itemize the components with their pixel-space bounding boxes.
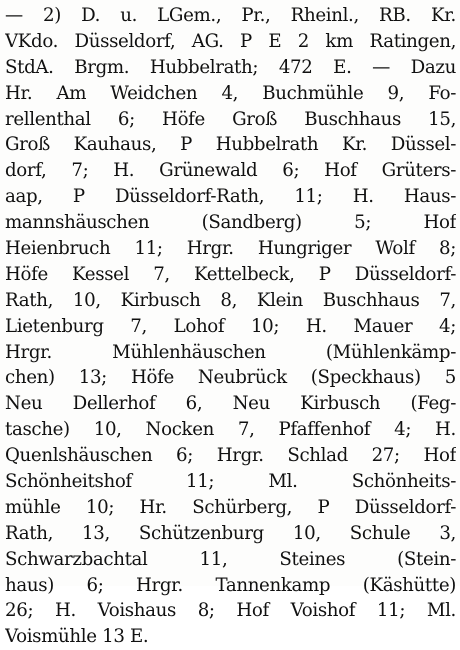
gazetteer-entry	[5, 3, 456, 650]
text-line-9: mannshäuschen (Sandberg) 5; Hof	[5, 212, 456, 234]
text-line-5: rellenthal 6; Höfe Groß Buschhaus 15,	[5, 108, 456, 130]
text-line-3: StdA. Brgm. Hubbelrath; 472 E. — Dazu	[5, 56, 456, 78]
text-line-16: Neu Dellerhof 6, Neu Kirbusch (Feg-	[5, 393, 456, 415]
text-line-25: Voismühle 13 E.	[5, 626, 149, 648]
text-line-18: Quenlshäuschen 6; Hrgr. Schlad 27; Hof	[5, 445, 456, 467]
text-line-14: Hrgr. Mühlenhäuschen (Mühlenkämp-	[5, 341, 456, 363]
text-line-13: Lietenburg 7, Lohof 10; H. Mauer 4;	[5, 315, 456, 337]
text-line-2: VKdo. Düsseldorf, AG. P E 2 km Ratingen,	[5, 30, 456, 52]
text-line-11: Höfe Kessel 7, Kettelbeck, P Düsseldorf-	[5, 263, 456, 285]
text-line-7: dorf, 7; H. Grünewald 6; Hof Grüters-	[5, 160, 456, 182]
text-line-17: tasche) 10, Nocken 7, Pfaffenhof 4; H.	[5, 419, 456, 441]
text-line-15: chen) 13; Höfe Neubrück (Speckhaus) 5	[5, 367, 456, 389]
text-line-24: 26; H. Voishaus 8; Hof Voishof 11; Ml.	[5, 600, 456, 622]
text-line-21: Rath, 13, Schützenburg 10, Schule 3,	[5, 522, 456, 544]
text-line-4: Hr. Am Weidchen 4, Buchmühle 9, Fo-	[5, 82, 456, 104]
text-line-1: — 2) D. u. LGem., Pr., Rheinl., RB. Kr.	[5, 5, 456, 26]
text-line-22: Schwarzbachtal 11, Steines (Stein-	[5, 548, 456, 570]
text-line-8: aap, P Düsseldorf-Rath, 11; H. Haus-	[5, 186, 456, 208]
text-line-12: Rath, 10, Kirbusch 8, Klein Buschhaus 7,	[5, 289, 456, 311]
text-line-19: Schönheitshof 11; Ml. Schönheits-	[5, 471, 456, 493]
text-line-6: Groß Kauhaus, P Hubbelrath Kr. Düssel-	[5, 134, 456, 156]
text-line-10: Heienbruch 11; Hrgr. Hungriger Wolf 8;	[5, 238, 456, 260]
text-line-20: mühle 10; Hr. Schürberg, P Düsseldorf-	[5, 496, 456, 518]
text-line-23: haus) 6; Hrgr. Tannenkamp (Käshütte)	[5, 574, 456, 596]
